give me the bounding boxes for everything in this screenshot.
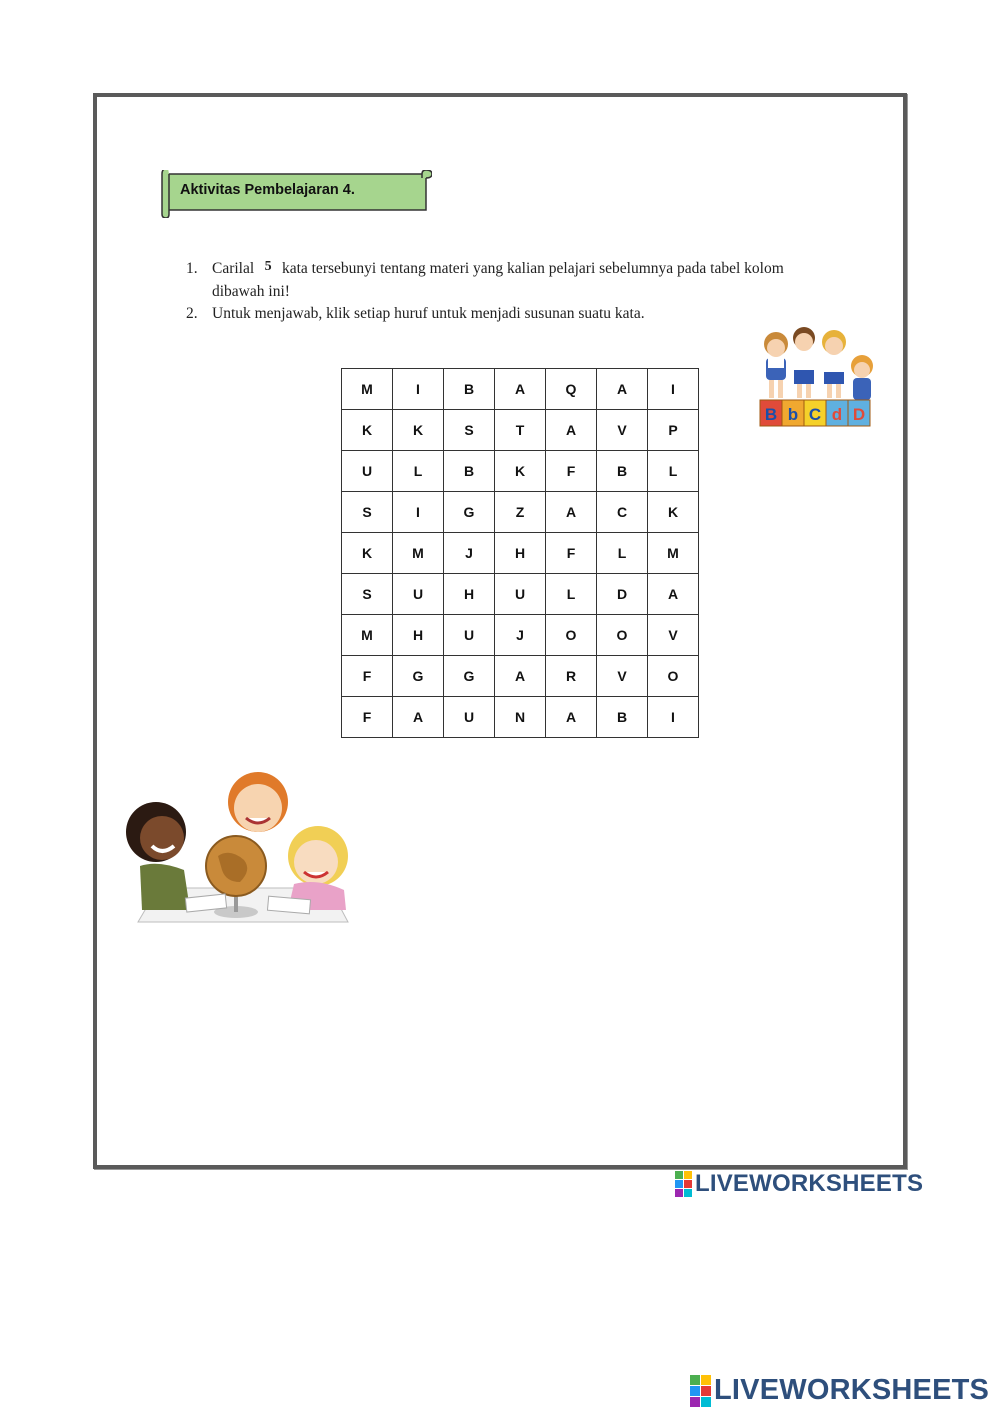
liveworksheets-logo-icon <box>690 1375 711 1407</box>
letter-cell[interactable]: F <box>546 451 597 492</box>
word-search-grid <box>341 368 699 738</box>
letter-cell[interactable]: T <box>495 410 546 451</box>
letter-cell[interactable]: S <box>342 574 393 615</box>
child-boy-left <box>126 802 190 910</box>
letter-cell[interactable]: F <box>546 533 597 574</box>
letter-cell[interactable]: M <box>342 615 393 656</box>
letter-cell[interactable]: O <box>597 615 648 656</box>
letter-cell[interactable]: U <box>495 574 546 615</box>
letter-cell[interactable]: O <box>648 656 699 697</box>
letter-cell[interactable]: V <box>597 656 648 697</box>
letter-cell[interactable]: P <box>648 410 699 451</box>
block-letter: b <box>787 405 799 424</box>
block-letter: D <box>852 405 866 424</box>
letter-cell[interactable]: U <box>444 697 495 738</box>
letter-cell[interactable]: A <box>546 410 597 451</box>
letter-cell[interactable]: G <box>444 492 495 533</box>
liveworksheets-logo-icon <box>675 1171 692 1197</box>
instruction-item-1 <box>186 258 806 303</box>
letter-cell[interactable]: I <box>648 369 699 410</box>
letter-cell[interactable]: Q <box>546 369 597 410</box>
letter-cell[interactable]: G <box>444 656 495 697</box>
grid-row <box>342 492 699 533</box>
letter-cell[interactable]: U <box>444 615 495 656</box>
letter-blocks <box>760 400 870 426</box>
paper-sheet <box>267 896 310 914</box>
letter-cell[interactable]: L <box>597 533 648 574</box>
letter-cell[interactable]: U <box>393 574 444 615</box>
word-count-answer[interactable]: 5 <box>264 259 272 274</box>
letter-cell[interactable]: H <box>444 574 495 615</box>
letter-cell[interactable]: L <box>393 451 444 492</box>
instruction-text: Carilal <box>212 260 255 277</box>
child-figure <box>764 332 788 398</box>
letter-cell[interactable]: A <box>597 369 648 410</box>
letter-cell[interactable]: M <box>648 533 699 574</box>
instruction-number: 2. <box>186 305 198 322</box>
letter-cell[interactable]: B <box>444 369 495 410</box>
letter-cell[interactable]: O <box>546 615 597 656</box>
letter-cell[interactable]: K <box>393 410 444 451</box>
children-with-blocks-illustration <box>756 322 880 434</box>
letter-cell[interactable]: G <box>393 656 444 697</box>
letter-cell[interactable]: I <box>393 369 444 410</box>
letter-cell[interactable]: A <box>495 656 546 697</box>
letter-cell[interactable]: F <box>342 697 393 738</box>
liveworksheets-logo[interactable] <box>675 1170 923 1198</box>
child-figure <box>793 327 815 398</box>
grid-row <box>342 697 699 738</box>
letter-cell[interactable]: H <box>495 533 546 574</box>
letter-cell[interactable]: C <box>597 492 648 533</box>
letter-cell[interactable]: M <box>393 533 444 574</box>
instructions-list <box>186 258 806 325</box>
logo-text: LIVEWORKSHEETS <box>695 1170 924 1197</box>
letter-cell[interactable]: V <box>597 410 648 451</box>
letter-cell[interactable]: M <box>342 369 393 410</box>
letter-cell[interactable]: A <box>495 369 546 410</box>
letter-cell[interactable]: L <box>648 451 699 492</box>
letter-cell[interactable]: I <box>648 697 699 738</box>
letter-cell[interactable]: K <box>342 410 393 451</box>
letter-cell[interactable]: A <box>546 492 597 533</box>
letter-cell[interactable]: F <box>342 656 393 697</box>
child-figure <box>822 330 846 398</box>
letter-cell[interactable]: D <box>597 574 648 615</box>
letter-cell[interactable]: V <box>648 615 699 656</box>
grid-row <box>342 615 699 656</box>
grid-row <box>342 574 699 615</box>
letter-cell[interactable]: J <box>444 533 495 574</box>
liveworksheets-logo[interactable] <box>690 1374 989 1407</box>
letter-cell[interactable]: H <box>393 615 444 656</box>
grid-row <box>342 533 699 574</box>
letter-cell[interactable]: R <box>546 656 597 697</box>
logo-text: LIVEWORKSHEETS <box>714 1374 990 1406</box>
letter-cell[interactable]: Z <box>495 492 546 533</box>
letter-cell[interactable]: A <box>393 697 444 738</box>
activity-title: Aktivitas Pembelajaran 4. <box>180 182 355 198</box>
instruction-number: 1. <box>186 260 198 277</box>
letter-cell[interactable]: N <box>495 697 546 738</box>
letter-cell[interactable]: I <box>393 492 444 533</box>
letter-cell[interactable]: B <box>444 451 495 492</box>
instruction-item-2 <box>186 303 806 325</box>
letter-cell[interactable]: J <box>495 615 546 656</box>
grid-row <box>342 369 699 410</box>
instruction-text: kata tersebunyi tentang materi yang kalian pelajari sebelumnya pada tabel kolom dibawah ini! <box>212 260 784 300</box>
block-letter: C <box>808 405 822 424</box>
letter-cell[interactable]: B <box>597 697 648 738</box>
letter-cell[interactable]: K <box>648 492 699 533</box>
grid-row <box>342 410 699 451</box>
activity-banner <box>160 170 432 215</box>
grid-row <box>342 656 699 697</box>
letter-cell[interactable]: K <box>495 451 546 492</box>
letter-cell[interactable]: S <box>342 492 393 533</box>
block-letter: d <box>831 405 843 424</box>
letter-cell[interactable]: B <box>597 451 648 492</box>
letter-cell[interactable]: S <box>444 410 495 451</box>
letter-cell[interactable]: U <box>342 451 393 492</box>
child-girl-right <box>288 826 348 910</box>
letter-cell[interactable]: L <box>546 574 597 615</box>
letter-cell[interactable]: A <box>648 574 699 615</box>
letter-cell[interactable]: K <box>342 533 393 574</box>
instruction-text: Untuk menjawab, klik setiap huruf untuk menjadi susunan suatu kata. <box>212 305 645 322</box>
grid-row <box>342 451 699 492</box>
child-boy-middle <box>228 772 288 832</box>
letter-cell[interactable]: A <box>546 697 597 738</box>
children-with-globe-illustration <box>118 770 358 930</box>
block-letter: B <box>764 405 778 424</box>
